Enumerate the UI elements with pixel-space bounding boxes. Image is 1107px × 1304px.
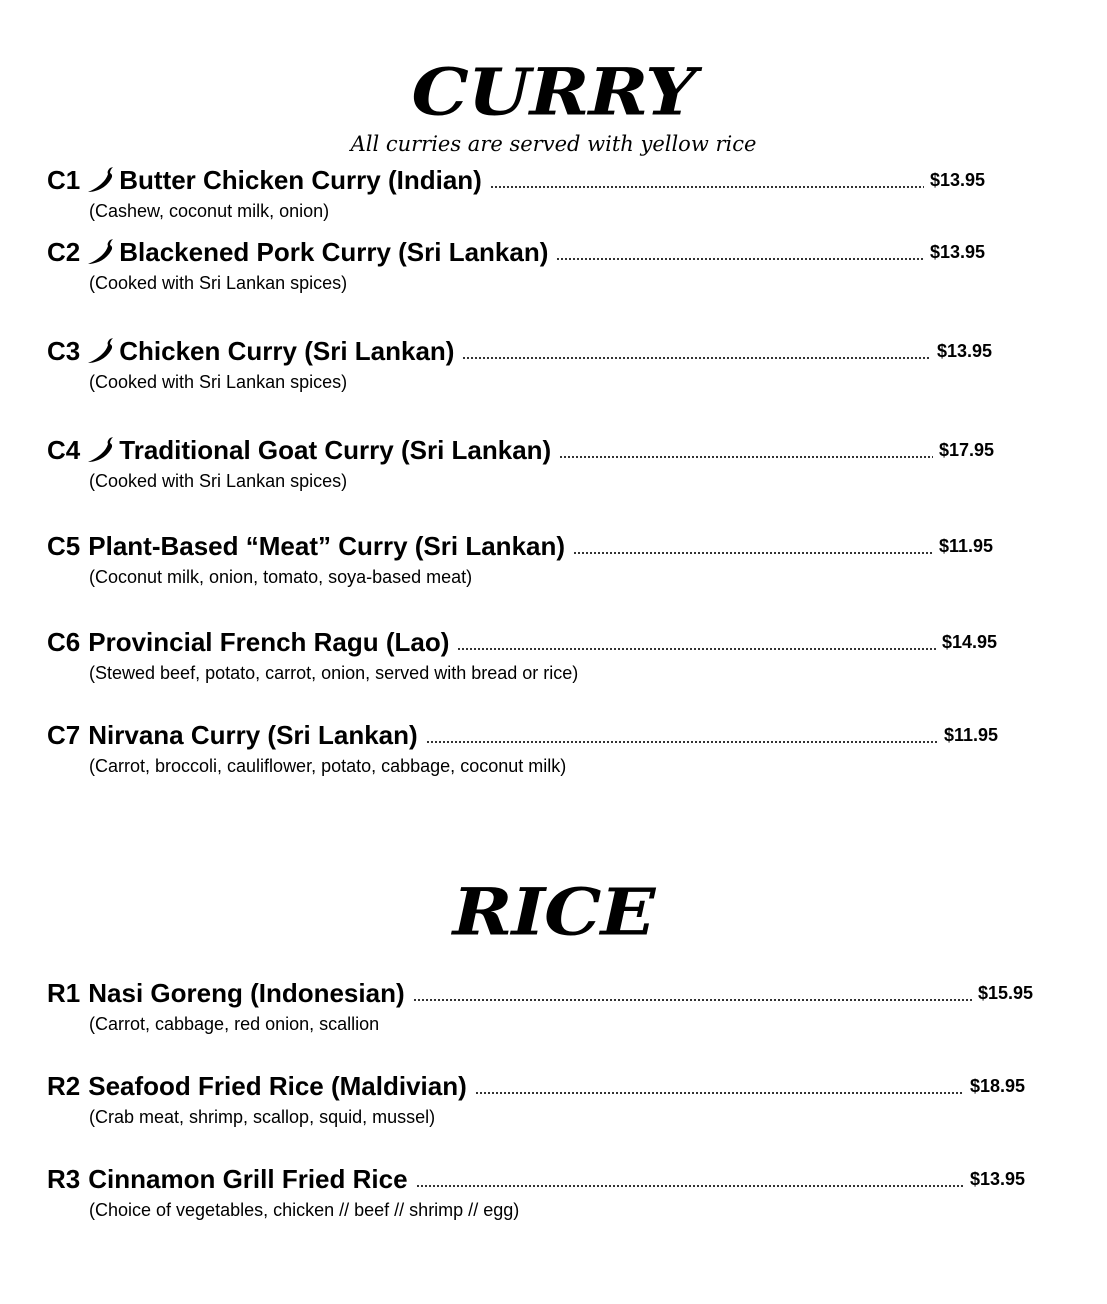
- menu-item-r3: [47, 1161, 1025, 1221]
- item-description: (Cooked with Sri Lankan spices): [89, 273, 348, 293]
- menu-item-c1: [47, 162, 985, 222]
- item-name: Blackened Pork Curry (Sri Lankan): [119, 236, 549, 267]
- item-code: C1: [47, 164, 81, 195]
- item-code: R3: [47, 1163, 81, 1194]
- item-name: Nirvana Curry (Sri Lankan): [88, 719, 418, 750]
- item-name: Cinnamon Grill Fried Rice: [88, 1163, 408, 1194]
- chili-pepper-icon: [86, 435, 116, 465]
- dot-leader: [556, 251, 924, 261]
- item-code: C4: [47, 434, 81, 465]
- item-price: $13.95: [936, 340, 992, 361]
- item-description: (Choice of vegetables, chicken // beef // shrimp // egg): [89, 1200, 520, 1220]
- item-name: Traditional Goat Curry (Sri Lankan): [119, 434, 552, 465]
- item-name: Plant-Based “Meat” Curry (Sri Lankan): [88, 530, 566, 561]
- item-code: C3: [47, 335, 81, 366]
- dot-leader: [475, 1085, 964, 1095]
- menu-item-c5: [47, 528, 993, 588]
- curry-section-title: CURRY: [411, 53, 696, 130]
- item-code: R2: [47, 1070, 81, 1101]
- dot-leader: [559, 449, 933, 459]
- item-description: (Cooked with Sri Lankan spices): [89, 372, 348, 392]
- item-price: $11.95: [938, 535, 993, 556]
- item-code: C2: [47, 236, 81, 267]
- dot-leader: [413, 992, 972, 1002]
- menu-item-c4: [47, 432, 994, 492]
- item-description: (Crab meat, shrimp, scallop, squid, mussel): [89, 1107, 436, 1127]
- item-price: $17.95: [938, 439, 994, 460]
- menu-item-r1: [47, 975, 1033, 1035]
- curry-subtitle: All curries are served with yellow rice: [350, 132, 757, 156]
- chili-pepper-icon: [86, 237, 116, 267]
- item-price: $11.95: [943, 724, 998, 745]
- item-price: $15.95: [977, 982, 1033, 1003]
- menu-item-r2: [47, 1068, 1025, 1128]
- chili-pepper-icon: [86, 165, 116, 195]
- dot-leader: [490, 179, 924, 189]
- item-name: Butter Chicken Curry (Indian): [119, 164, 482, 195]
- dot-leader: [457, 641, 936, 651]
- item-code: C5: [47, 530, 81, 561]
- item-price: $13.95: [929, 169, 985, 190]
- menu-item-c3: [47, 333, 992, 393]
- item-code: C6: [47, 626, 81, 657]
- item-name: Provincial French Ragu (Lao): [88, 626, 450, 657]
- item-description: (Carrot, cabbage, red onion, scallion: [89, 1014, 380, 1034]
- rice-section-title: RICE: [452, 873, 655, 950]
- dot-leader: [416, 1178, 964, 1188]
- item-price: $13.95: [929, 241, 985, 262]
- item-description: (Cashew, coconut milk, onion): [89, 201, 330, 221]
- menu-item-c2: [47, 234, 985, 294]
- item-description: (Cooked with Sri Lankan spices): [89, 471, 348, 491]
- chili-pepper-icon: [86, 336, 116, 366]
- item-price: $18.95: [969, 1075, 1025, 1096]
- dot-leader: [462, 350, 930, 360]
- item-code: R1: [47, 977, 81, 1008]
- item-price: $14.95: [941, 631, 997, 652]
- item-description: (Coconut milk, onion, tomato, soya-based meat): [89, 567, 473, 587]
- dot-leader: [426, 734, 938, 744]
- item-name: Chicken Curry (Sri Lankan): [119, 335, 455, 366]
- item-description: (Carrot, broccoli, cauliflower, potato, cabbage, coconut milk): [89, 756, 567, 776]
- item-name: Nasi Goreng (Indonesian): [88, 977, 405, 1008]
- menu-item-c7: [47, 717, 998, 777]
- menu-item-c6: [47, 624, 997, 684]
- item-name: Seafood Fried Rice (Maldivian): [88, 1070, 467, 1101]
- item-code: C7: [47, 719, 81, 750]
- dot-leader: [573, 545, 933, 555]
- item-price: $13.95: [969, 1168, 1025, 1189]
- item-description: (Stewed beef, potato, carrot, onion, served with bread or rice): [89, 663, 579, 683]
